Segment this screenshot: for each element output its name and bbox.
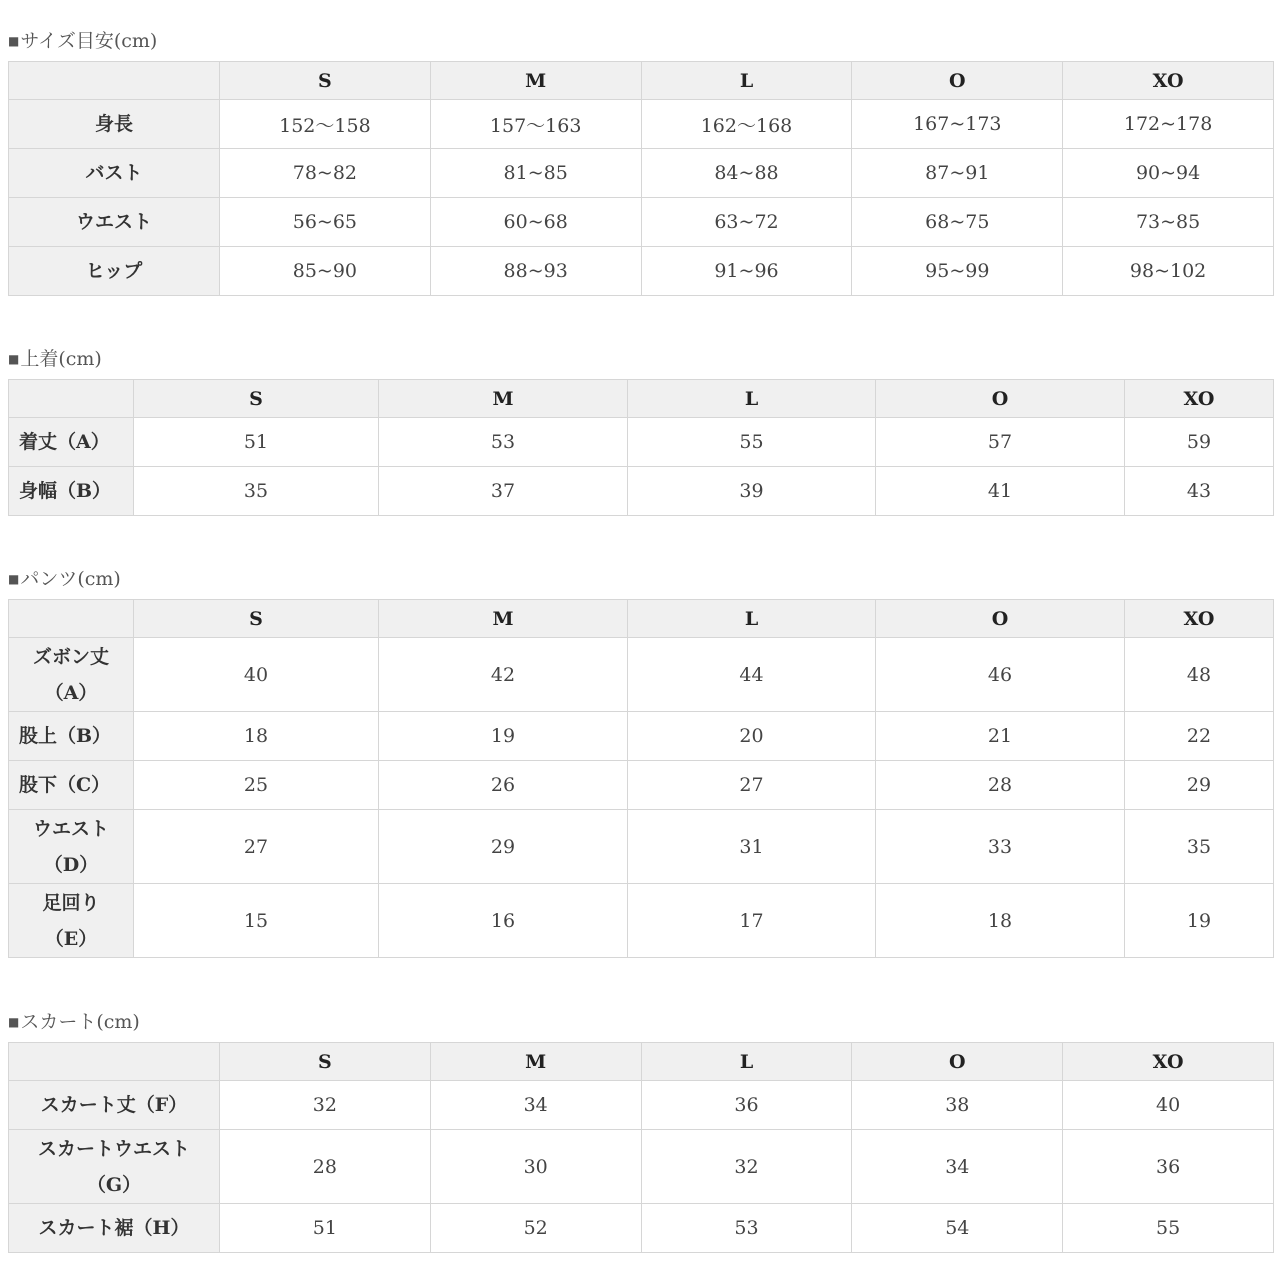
section-title (8, 1008, 1274, 1036)
table-cell: 28 (220, 1130, 431, 1204)
skirt-table (8, 1042, 1274, 1253)
row-header: スカート裾（H） (9, 1204, 220, 1253)
table-cell: 43 (1125, 467, 1274, 516)
header-cell: M (430, 62, 641, 100)
table-cell: 35 (134, 467, 379, 516)
row-header (9, 884, 134, 958)
table-row (9, 247, 1274, 296)
header-cell: XO (1125, 380, 1274, 418)
header-cell: S (134, 600, 379, 638)
row-header: 着丈（A） (9, 418, 134, 467)
size-guide-section (8, 27, 1274, 296)
table-cell: 73~85 (1063, 198, 1274, 247)
row-header-line: （D） (43, 853, 99, 876)
table-cell: 48 (1125, 638, 1274, 712)
table-cell: 167~173 (852, 100, 1063, 149)
table-cell: 51 (220, 1204, 431, 1253)
table-cell: 60~68 (430, 198, 641, 247)
row-header: ヒップ (9, 247, 220, 296)
table-row (9, 198, 1274, 247)
header-cell: S (134, 380, 379, 418)
row-header (9, 1130, 220, 1204)
table-cell: 68~75 (852, 198, 1063, 247)
table-cell: 18 (876, 884, 1125, 958)
header-cell: M (379, 600, 628, 638)
table-cell: 172~178 (1063, 100, 1274, 149)
table-cell: 31 (628, 810, 876, 884)
header-cell: O (876, 380, 1125, 418)
row-header-line: ウエスト (32, 817, 109, 840)
table-cell: 26 (379, 761, 628, 810)
row-header: 身長 (9, 100, 220, 149)
row-header-line: 足回り (42, 891, 100, 914)
size-guide-table (8, 61, 1274, 296)
pants-table (8, 599, 1274, 958)
header-cell: M (379, 380, 628, 418)
table-cell: 98~102 (1063, 247, 1274, 296)
table-cell: 46 (876, 638, 1125, 712)
table-cell: 51 (134, 418, 379, 467)
table-cell: 54 (852, 1204, 1063, 1253)
table-cell: 42 (379, 638, 628, 712)
header-cell: XO (1125, 600, 1274, 638)
table-cell: 55 (628, 418, 876, 467)
table-cell: 33 (876, 810, 1125, 884)
table-cell: 57 (876, 418, 1125, 467)
table-cell: 152〜158 (220, 100, 431, 149)
table-cell: 37 (379, 467, 628, 516)
bullet-icon: ■ (8, 1015, 20, 1029)
table-row (9, 149, 1274, 198)
table-row (9, 467, 1274, 516)
table-cell: 85~90 (220, 247, 431, 296)
table-row (9, 1204, 1274, 1253)
table-cell: 88~93 (430, 247, 641, 296)
table-cell: 32 (641, 1130, 852, 1204)
table-cell: 16 (379, 884, 628, 958)
table-row (9, 638, 1274, 712)
table-cell: 19 (1125, 884, 1274, 958)
table-cell: 39 (628, 467, 876, 516)
header-row (9, 62, 1274, 100)
table-cell: 25 (134, 761, 379, 810)
table-cell: 157〜163 (430, 100, 641, 149)
header-row (9, 1043, 1274, 1081)
table-row (9, 1081, 1274, 1130)
bullet-icon: ■ (8, 572, 20, 586)
table-cell: 162〜168 (641, 100, 852, 149)
section-title-text: スカート(cm) (20, 1011, 140, 1033)
row-header (9, 638, 134, 712)
table-row (9, 712, 1274, 761)
table-cell: 27 (134, 810, 379, 884)
section-title (8, 345, 1274, 373)
table-cell: 90~94 (1063, 149, 1274, 198)
table-row (9, 761, 1274, 810)
table-cell: 81~85 (430, 149, 641, 198)
table-cell: 29 (379, 810, 628, 884)
row-header-line: ズボン丈 (32, 645, 109, 668)
table-cell: 28 (876, 761, 1125, 810)
section-title (8, 565, 1274, 593)
header-cell: L (628, 600, 876, 638)
jacket-table (8, 379, 1274, 516)
section-title-text: パンツ(cm) (20, 568, 121, 590)
row-header: 身幅（B） (9, 467, 134, 516)
table-cell: 95~99 (852, 247, 1063, 296)
header-cell: O (876, 600, 1125, 638)
table-row (9, 810, 1274, 884)
table-cell: 17 (628, 884, 876, 958)
header-row (9, 380, 1274, 418)
table-cell: 32 (220, 1081, 431, 1130)
header-cell: S (220, 1043, 431, 1081)
table-row (9, 100, 1274, 149)
table-cell: 87~91 (852, 149, 1063, 198)
bullet-icon: ■ (8, 352, 20, 366)
corner-cell (9, 380, 134, 418)
table-row (9, 418, 1274, 467)
table-cell: 53 (379, 418, 628, 467)
section-title (8, 27, 1274, 55)
table-cell: 29 (1125, 761, 1274, 810)
corner-cell (9, 1043, 220, 1081)
table-cell: 91~96 (641, 247, 852, 296)
table-cell: 19 (379, 712, 628, 761)
table-cell: 52 (430, 1204, 641, 1253)
table-cell: 59 (1125, 418, 1274, 467)
table-cell: 40 (1063, 1081, 1274, 1130)
table-cell: 20 (628, 712, 876, 761)
table-cell: 44 (628, 638, 876, 712)
table-row (9, 1130, 1274, 1204)
corner-cell (9, 600, 134, 638)
header-row (9, 600, 1274, 638)
header-cell: L (641, 62, 852, 100)
table-cell: 22 (1125, 712, 1274, 761)
header-cell: L (628, 380, 876, 418)
table-cell: 56~65 (220, 198, 431, 247)
header-cell: XO (1063, 62, 1274, 100)
corner-cell (9, 62, 220, 100)
table-cell: 36 (641, 1081, 852, 1130)
row-header: バスト (9, 149, 220, 198)
jacket-section (8, 345, 1274, 516)
header-cell: M (430, 1043, 641, 1081)
row-header-line: （E） (44, 927, 98, 950)
table-cell: 84~88 (641, 149, 852, 198)
bullet-icon: ■ (8, 34, 20, 48)
section-title-text: サイズ目安(cm) (20, 30, 158, 52)
header-cell: O (852, 62, 1063, 100)
header-cell: S (220, 62, 431, 100)
table-cell: 15 (134, 884, 379, 958)
section-title-text: 上着(cm) (20, 348, 102, 370)
table-cell: 53 (641, 1204, 852, 1253)
row-header-line: スカートウエスト (37, 1137, 190, 1160)
row-header: スカート丈（F） (9, 1081, 220, 1130)
row-header: 股上（B） (9, 712, 134, 761)
row-header-line: （G） (86, 1173, 142, 1196)
table-cell: 34 (430, 1081, 641, 1130)
header-cell: XO (1063, 1043, 1274, 1081)
table-cell: 35 (1125, 810, 1274, 884)
table-cell: 55 (1063, 1204, 1274, 1253)
row-header: ウエスト (9, 198, 220, 247)
table-cell: 41 (876, 467, 1125, 516)
table-row (9, 884, 1274, 958)
header-cell: L (641, 1043, 852, 1081)
skirt-section (8, 1008, 1274, 1253)
table-cell: 63~72 (641, 198, 852, 247)
row-header-line: （A） (44, 681, 98, 704)
table-cell: 78~82 (220, 149, 431, 198)
header-cell: O (852, 1043, 1063, 1081)
table-cell: 40 (134, 638, 379, 712)
row-header: 股下（C） (9, 761, 134, 810)
table-cell: 21 (876, 712, 1125, 761)
row-header (9, 810, 134, 884)
table-cell: 30 (430, 1130, 641, 1204)
table-cell: 18 (134, 712, 379, 761)
pants-section (8, 565, 1274, 958)
table-cell: 34 (852, 1130, 1063, 1204)
table-cell: 36 (1063, 1130, 1274, 1204)
table-cell: 27 (628, 761, 876, 810)
table-cell: 38 (852, 1081, 1063, 1130)
